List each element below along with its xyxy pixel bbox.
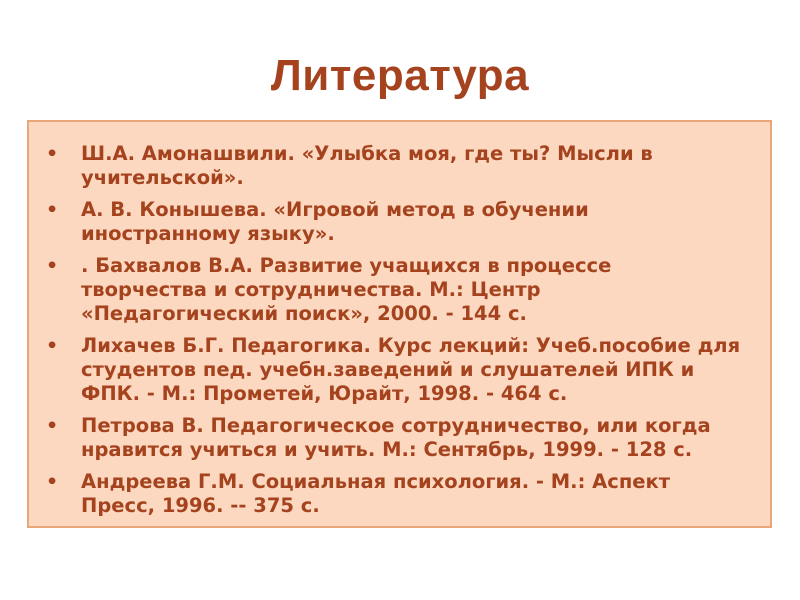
reference-text: Ш.А. Амонашвили. «Улыбка моя, где ты? Мысли в учительской». [81,142,653,189]
reference-item [29,334,769,406]
reference-item [29,470,769,518]
reference-text: Петрова В. Педагогическое сотрудничество, или когда нравится учиться и учить. М.: Сентябрь, 1999. - 128 с. [81,414,711,461]
bullet-icon: • [46,255,59,277]
reference-item [29,414,769,462]
bullet-icon: • [46,335,59,357]
reference-item [29,142,769,190]
references-list [29,142,769,526]
reference-text: Лихачев Б.Г. Педагогика. Курс лекций: Учеб.пособие для студентов пед. учебн.заведений и слушателей ИПК и ФПК. - М.: Прометей, Юрайт, 1998. - 464 с. [81,334,741,405]
reference-text: А. В. Конышева. «Игровой метод в обучении иностранному языку». [81,198,589,245]
references-box [27,120,772,528]
bullet-icon: • [46,471,59,493]
reference-text: . Бахвалов В.А. Развитие учащихся в процессе творчества и сотрудничества. М.: Центр «Педагогический поиск», 2000. - 144 с. [81,254,612,325]
slide-title: Литература [270,51,530,100]
reference-item [29,254,769,326]
bullet-icon: • [46,199,59,221]
bullet-icon: • [46,143,59,165]
reference-item [29,198,769,246]
reference-text: Андреева Г.М. Социальная психология. - М.: Аспект Пресс, 1996. -- 375 с. [81,470,671,517]
bullet-icon: • [46,415,59,437]
